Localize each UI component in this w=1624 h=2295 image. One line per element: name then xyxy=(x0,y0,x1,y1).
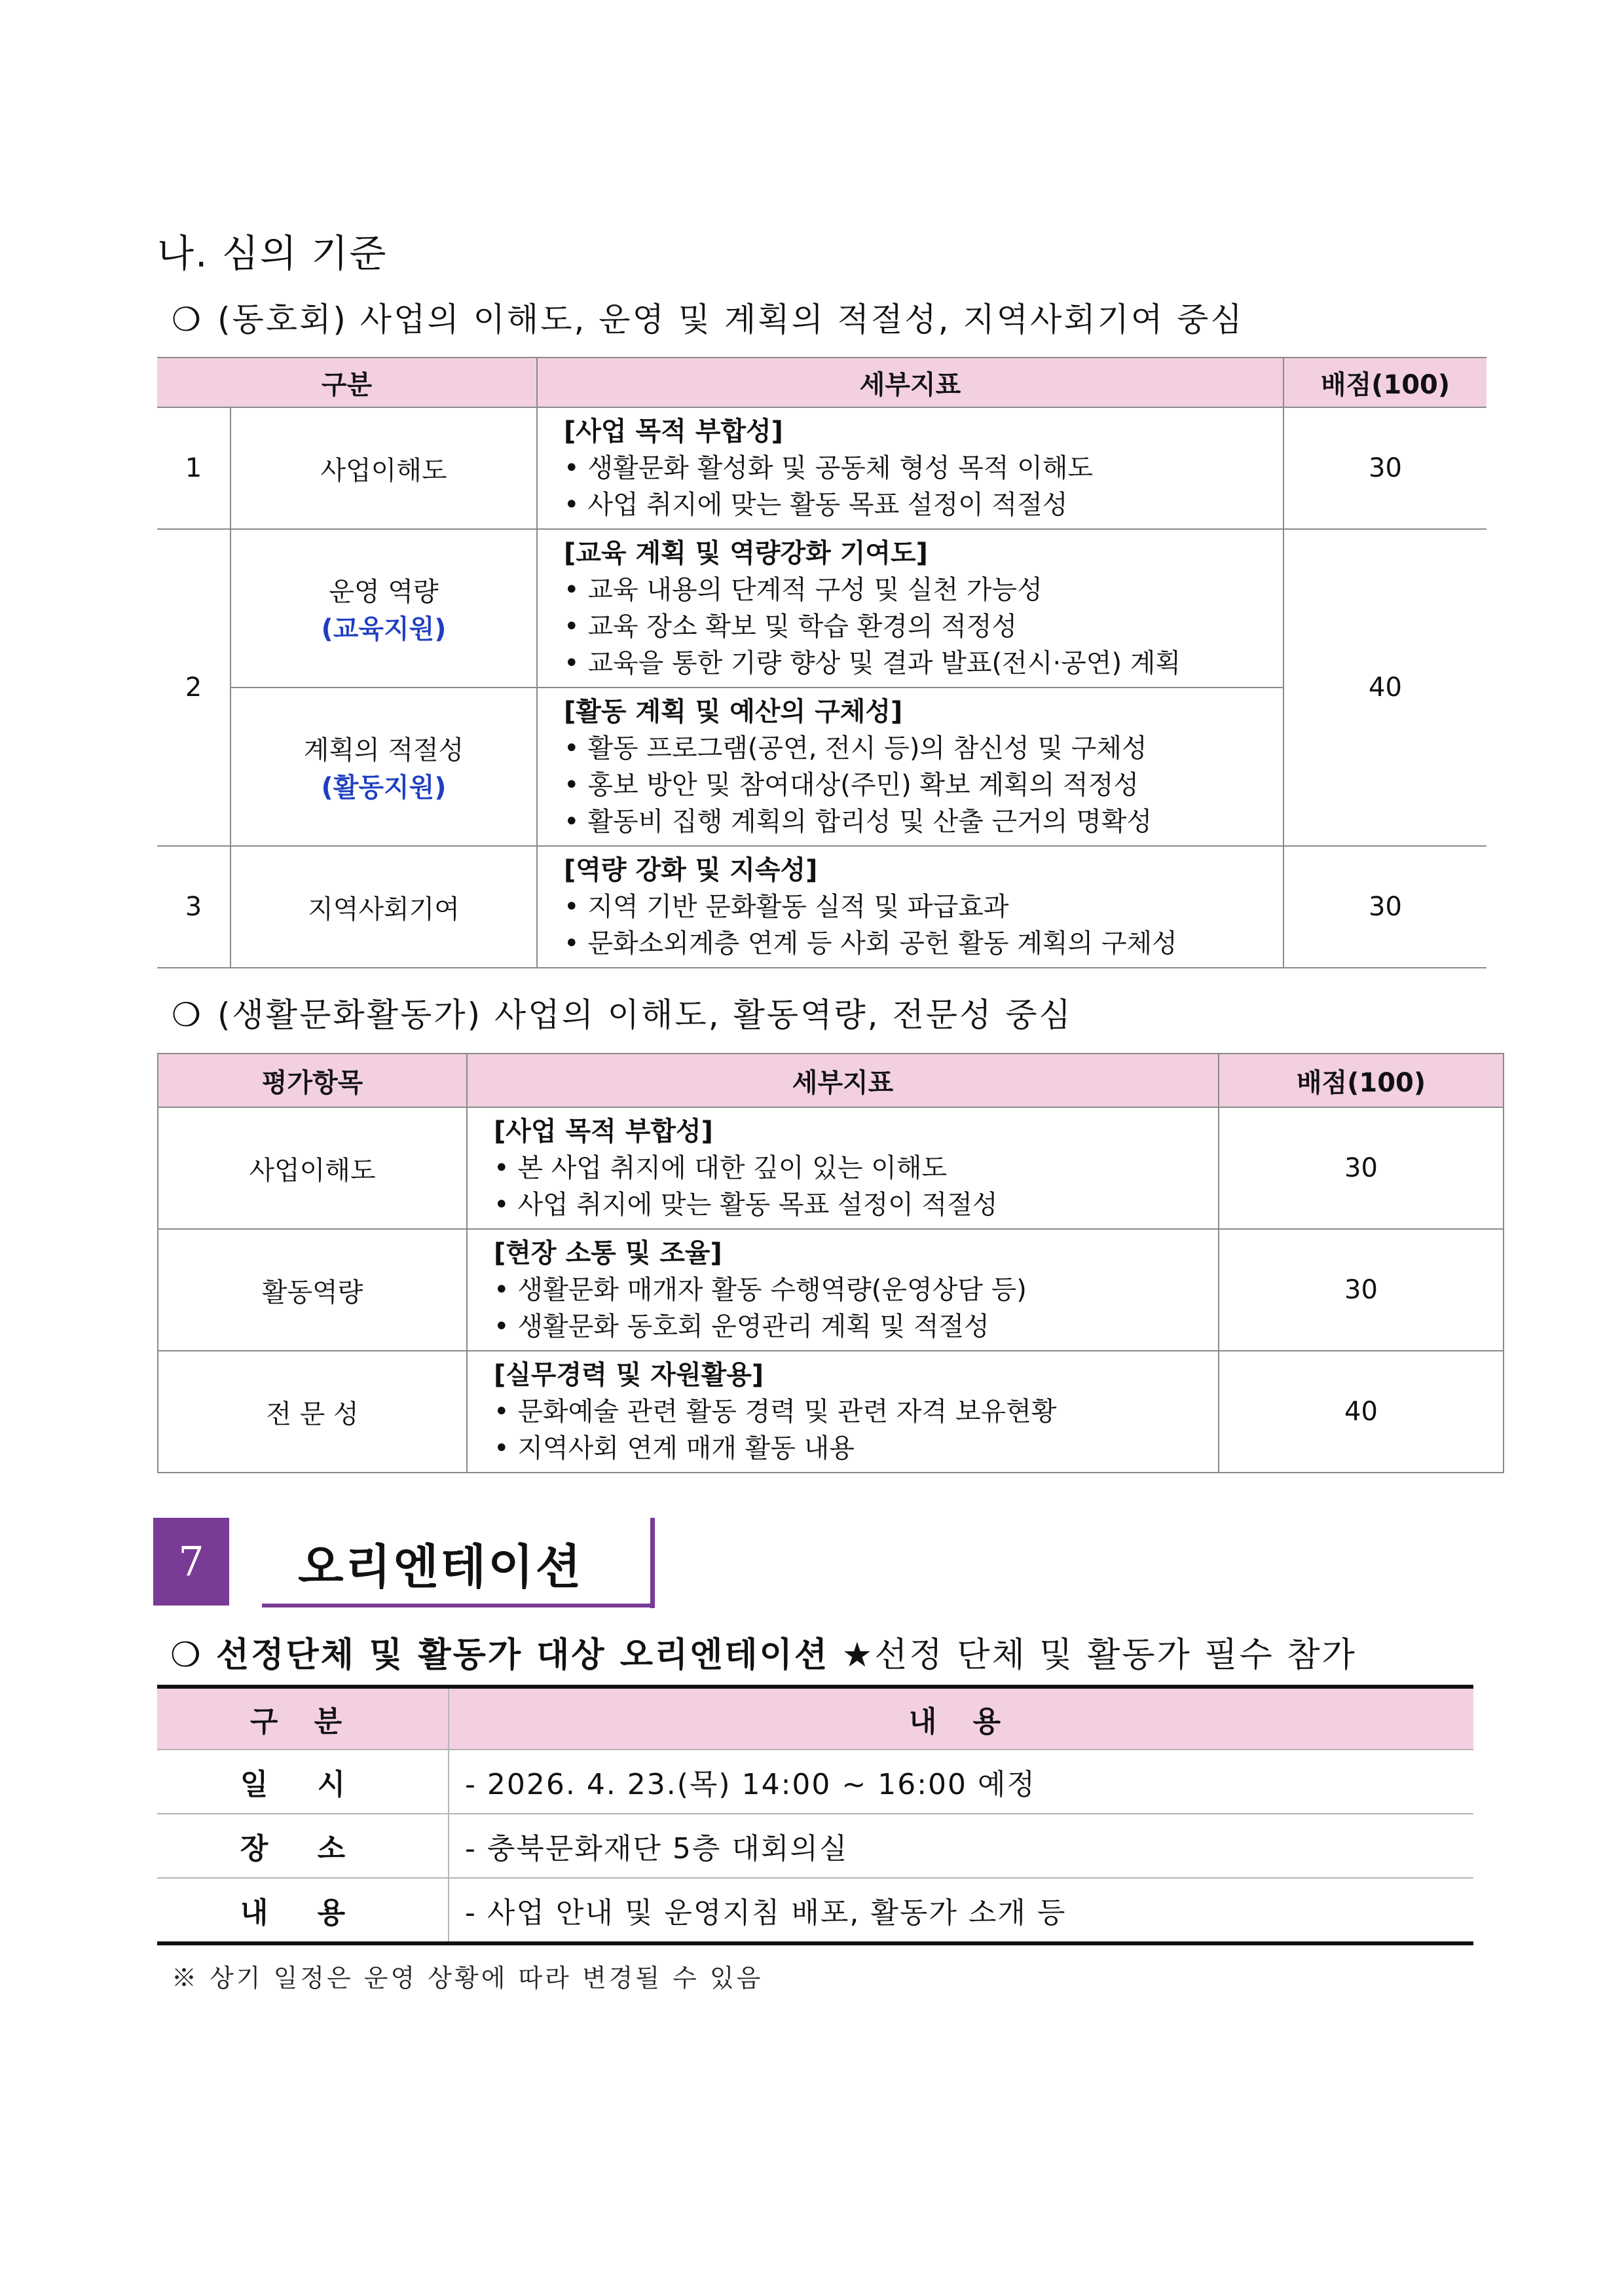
circle-bullet-icon: ❍ xyxy=(172,996,203,1034)
row-category xyxy=(231,846,537,968)
row-number: 1 xyxy=(157,407,231,529)
row-category xyxy=(231,529,537,688)
circle-bullet-icon: ❍ xyxy=(170,1636,203,1675)
section-title-border xyxy=(650,1518,655,1608)
activist-criteria-line xyxy=(172,989,1073,1036)
row-score: 30 xyxy=(1283,846,1486,968)
detail-item: • 활동비 집행 계획의 합리성 및 산출 근거의 명확성 xyxy=(564,803,1283,840)
orientation-table xyxy=(157,1685,1473,1945)
row-value: - 충북문화재단 5층 대회의실 xyxy=(449,1814,1473,1878)
detail-item: • 교육 내용의 단계적 구성 및 실천 가능성 xyxy=(564,572,1283,608)
table-row xyxy=(157,1750,1473,1814)
row-detail xyxy=(537,688,1283,846)
category-label: 사업이해도 xyxy=(320,455,447,486)
row-number: 3 xyxy=(157,846,231,968)
row-detail xyxy=(537,846,1283,968)
orientation-title: 선정단체 및 활동가 대상 오리엔테이션 xyxy=(216,1636,830,1675)
row-score: 40 xyxy=(1283,529,1486,846)
club-criteria-title: (동호회) 사업의 이해도, 운영 및 계획의 적절성, 지역사회기여 중심 xyxy=(217,301,1244,339)
category-sublabel: (활동지원) xyxy=(321,773,447,803)
detail-title: [교육 계획 및 역량강화 기여도] xyxy=(564,538,928,568)
table-row xyxy=(157,407,1486,529)
category-label: 계획의 적절성 xyxy=(303,735,464,765)
row-score: 30 xyxy=(1283,407,1486,529)
detail-item: • 사업 취지에 맞는 활동 목표 설정이 적절성 xyxy=(564,487,1283,523)
row-detail xyxy=(537,407,1283,529)
activist-criteria-table xyxy=(157,1053,1504,1473)
detail-item: • 생활문화 활성화 및 공동체 형성 목적 이해도 xyxy=(564,450,1283,487)
table-row xyxy=(157,529,1486,688)
category-label: 운영 역량 xyxy=(329,577,439,607)
detail-item: • 홍보 방안 및 참여대상(주민) 확보 계획의 적정성 xyxy=(564,767,1283,803)
header-content: 내 용 xyxy=(449,1687,1473,1750)
detail-item: • 지역사회 연계 매개 활동 내용 xyxy=(494,1430,1218,1467)
row-score: 40 xyxy=(1219,1351,1504,1473)
table-row xyxy=(158,1107,1504,1229)
detail-item: • 본 사업 취지에 대한 깊이 있는 이해도 xyxy=(494,1150,1218,1186)
detail-item: • 활동 프로그램(공연, 전시 등)의 참신성 및 구체성 xyxy=(564,730,1283,767)
row-category xyxy=(231,407,537,529)
header-category: 구 분 xyxy=(157,1687,449,1750)
row-category xyxy=(231,688,537,846)
header-detail: 세부지표 xyxy=(467,1054,1219,1107)
row-score: 30 xyxy=(1219,1229,1504,1351)
detail-item: • 지역 기반 문화활동 실적 및 파급효과 xyxy=(564,889,1283,925)
header-category: 구분 xyxy=(157,358,537,407)
orientation-required-note: ★선정 단체 및 활동가 필수 참가 xyxy=(841,1636,1357,1675)
row-item: 활동역량 xyxy=(158,1229,467,1351)
circle-bullet-icon: ❍ xyxy=(172,301,203,339)
detail-item: • 문화소외계층 연계 등 사회 공헌 활동 계획의 구체성 xyxy=(564,925,1283,962)
row-detail xyxy=(467,1107,1219,1229)
table-row xyxy=(158,1351,1504,1473)
detail-title: [실무경력 및 자원활용] xyxy=(494,1360,764,1390)
row-value: - 2026. 4. 23.(목) 14:00 ~ 16:00 예정 xyxy=(449,1750,1473,1814)
category-label: 지역사회기여 xyxy=(308,894,460,925)
row-key: 일 시 xyxy=(157,1750,449,1814)
row-detail xyxy=(467,1351,1219,1473)
row-key: 내 용 xyxy=(157,1878,449,1943)
table-row xyxy=(157,1814,1473,1878)
detail-title: [역량 강화 및 지속성] xyxy=(564,855,818,885)
row-score: 30 xyxy=(1219,1107,1504,1229)
row-value: - 사업 안내 및 운영지침 배포, 활동가 소개 등 xyxy=(449,1878,1473,1943)
table-header-row xyxy=(158,1054,1504,1107)
row-detail xyxy=(537,529,1283,688)
row-item: 사업이해도 xyxy=(158,1107,467,1229)
detail-title: [사업 목적 부합성] xyxy=(494,1116,713,1147)
header-score: 배점(100) xyxy=(1283,358,1486,407)
detail-title: [사업 목적 부합성] xyxy=(564,416,783,447)
detail-item: • 교육 장소 확보 및 학습 환경의 적정성 xyxy=(564,608,1283,645)
club-criteria-table xyxy=(157,357,1486,968)
orientation-line xyxy=(170,1627,1357,1676)
category-sublabel: (교육지원) xyxy=(321,614,447,644)
header-detail: 세부지표 xyxy=(537,358,1283,407)
detail-item: • 생활문화 매개자 활동 수행역량(운영상담 등) xyxy=(494,1272,1218,1308)
header-score: 배점(100) xyxy=(1219,1054,1504,1107)
row-detail xyxy=(467,1229,1219,1351)
table-row xyxy=(157,1878,1473,1943)
schedule-note: ※ 상기 일정은 운영 상황에 따라 변경될 수 있음 xyxy=(172,1964,764,1992)
table-header-row xyxy=(157,1687,1473,1750)
detail-item: • 교육을 통한 기량 향상 및 결과 발표(전시·공연) 계획 xyxy=(564,645,1283,682)
table-header-row xyxy=(157,358,1486,407)
detail-item: • 사업 취지에 맞는 활동 목표 설정이 적절성 xyxy=(494,1186,1218,1223)
row-number: 2 xyxy=(157,529,231,846)
section-number-badge: 7 xyxy=(153,1518,229,1606)
header-item: 평가항목 xyxy=(158,1054,467,1107)
detail-title: [활동 계획 및 예산의 구체성] xyxy=(564,697,903,727)
section-title-underline xyxy=(262,1604,655,1607)
row-key: 장 소 xyxy=(157,1814,449,1878)
table-row xyxy=(158,1229,1504,1351)
row-item: 전 문 성 xyxy=(158,1351,467,1473)
club-criteria-line xyxy=(172,293,1244,340)
section-title: 오리엔테이션 xyxy=(298,1539,583,1594)
activist-criteria-title: (생활문화활동가) 사업의 이해도, 활동역량, 전문성 중심 xyxy=(217,996,1073,1034)
section-heading: 나. 심의 기준 xyxy=(157,231,388,276)
table-row xyxy=(157,846,1486,968)
detail-item: • 문화예술 관련 활동 경력 및 관련 자격 보유현황 xyxy=(494,1393,1218,1430)
detail-item: • 생활문화 동호회 운영관리 계획 및 적절성 xyxy=(494,1308,1218,1345)
detail-title: [현장 소통 및 조율] xyxy=(494,1238,722,1268)
